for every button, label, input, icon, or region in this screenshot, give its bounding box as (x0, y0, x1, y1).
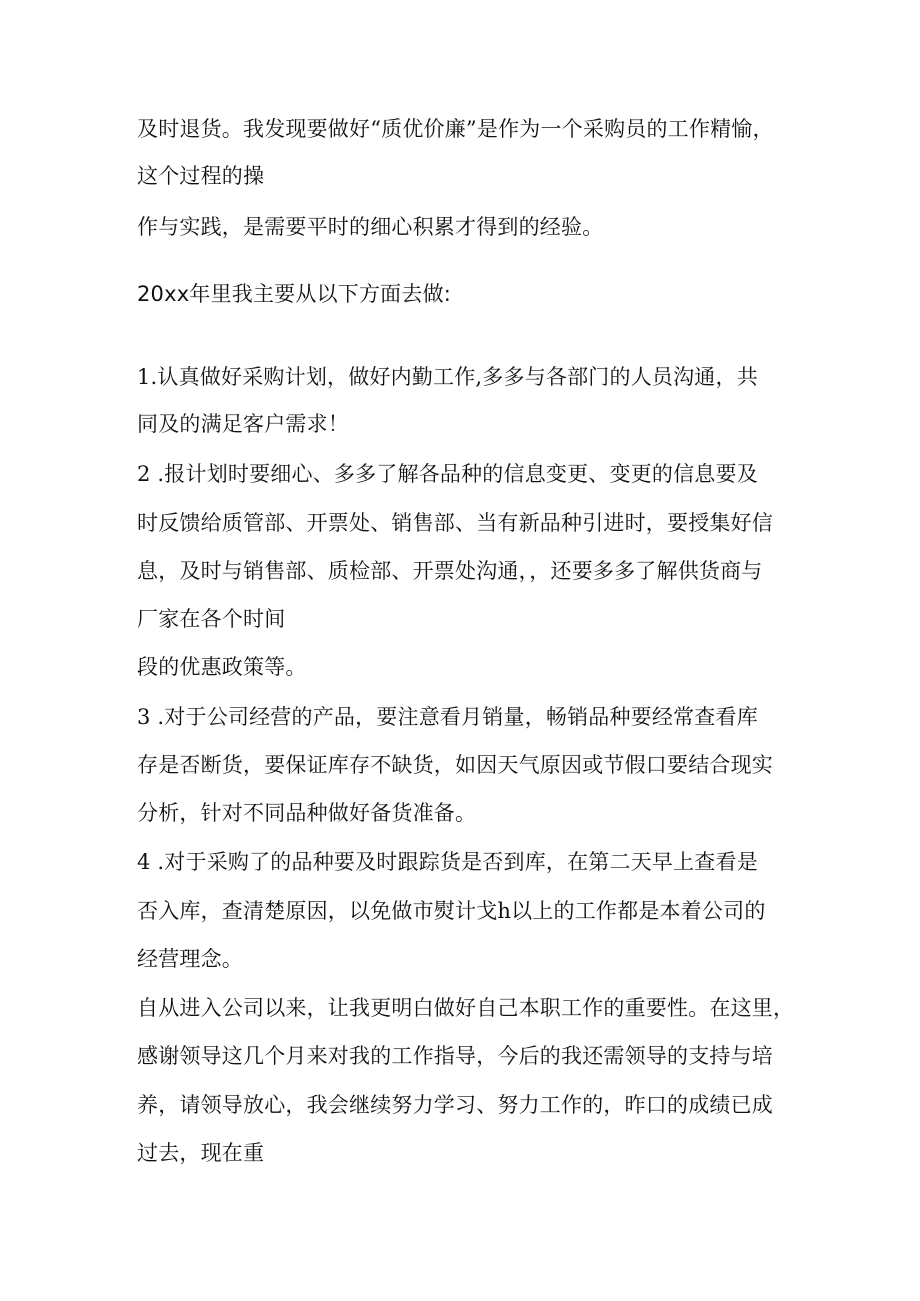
text-line: 作与实践，是需要平时的细心积累才得到的经验。 (137, 215, 604, 239)
text-line: 同及的满足客户需求！ (137, 412, 349, 436)
text-line: 过去，现在重 (137, 1141, 265, 1165)
text-line: 经营理念。 (137, 947, 243, 971)
text-line: 2 .报计划时要细心、多多了解各品种的信息变更、变更的信息要及 (137, 462, 758, 486)
text-line: 分析，针对不同品种做好备货准备。 (137, 801, 477, 825)
text-line: 3 .对于公司经营的产品，要注意看月销量，畅销品种要经常查看库 (137, 705, 758, 729)
text-line: 息，及时与销售部、质检部、开票处沟通，，还要多多了解供货商与 (137, 559, 763, 583)
text-line: 段的优惠政策等。 (137, 655, 307, 679)
text-line: 存是否断货，要保证库存不缺货，如因天气原因或节假口要结合现实 (137, 753, 773, 777)
text-line: 1.认真做好采购计划，做好内勤工作,多多与各部门的人员沟通，共 (137, 365, 758, 389)
text-line: 自从进入公司以来，让我更明白做好自己本职工作的重要性。在这里， (137, 996, 795, 1020)
text-line: 及时退货。我发现要做好“质优价廉”是作为一个采购员的工作精愉， (137, 117, 774, 141)
text-line: 时反馈给质管部、开票处、销售部、当有新品种引进时，要授集好信 (137, 511, 773, 535)
text-line: 感谢领导这几个月来对我的工作指导，今后的我还需领导的支持与培 (137, 1044, 773, 1068)
text-line: 养，请领导放心，我会继续努力学习、努力工作的，昨口的成绩已成 (137, 1093, 773, 1117)
section-heading: 20xx年里我主要从以下方面去做: (137, 282, 452, 306)
text-line: 4 .对于采购了的品种要及时跟踪货是否到库，在第二天早上查看是 (137, 850, 758, 874)
text-line: 这个过程的操 (137, 164, 265, 188)
text-line: 厂家在各个时间 (137, 607, 286, 631)
text-line: 否入库，查清楚原因，以免做市熨计戈h以上的工作都是本着公司的 (137, 899, 766, 923)
